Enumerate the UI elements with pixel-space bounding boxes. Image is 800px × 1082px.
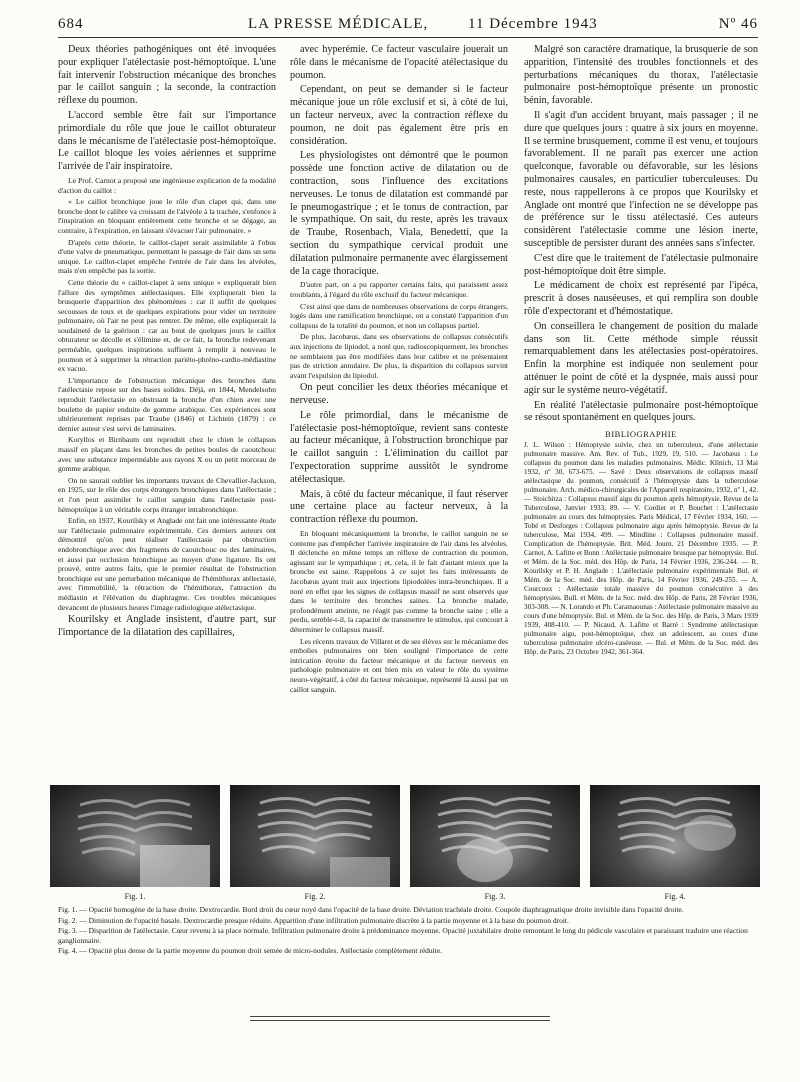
paragraph: Le médicament de choix est représenté par l'ipéca, prescrit à doses nauséeuses, et qui remplira son double rôle d'expectorant et d'hémostatique. [524,280,758,317]
paragraph: De plus, Jacobæus, dans ses observations de collapsus consécutifs aux injections de lipiodol, a noté que, radioscopiquement, les bronches ne semblaient pas être modifiées dans leur calibre et ne présentaient pas de striction annulaire. De plus, la disparition du collapsus survint avant l'expulsion du lipiodol. [290,332,508,380]
paragraph: Le Prof. Carnot a proposé une ingénieuse explication de la modalité d'action du caillot : [58,175,276,195]
column-3 [524,44,758,779]
footer-rule [250,1016,550,1017]
paragraph: On conseillera le changement de position du malade dans son lit. Cette méthode simple réussit remarquablement dans les atélectasies post-opératoires. Enfin la morphine est indiquée non seulement pour atténuer le point de côté et la dyspnée, mais aussi pour agir sur le système neuro-végétatif. [524,320,758,396]
xray-figure-1 [50,785,220,887]
figure-caption: Fig. 1. — Opacité homogène de la base droite. Dextrocardie. Bord droit du cœur noyé dans l'opacité de la base droite. Déviation trachéale droite. Coupole diaphragmatique droite invisible dans l'opacité droite. [58,905,684,914]
paragraph: C'est dire que le traitement de l'atélectasie pulmonaire post-hémoptoïque doit être simple. [524,252,758,277]
figure-caption: Fig. 3. — Disparition de l'atélectasie. Cœur revenu à sa place normale. Infiltration pulmonaire droite à prédominance moyenne. Opacité juxtahilaire droite remontant le long du pédicule vasculaire et paraissant traduire une réaction ganglionnaire. [58,926,748,945]
paragraph: Le rôle primordial, dans le mécanisme de l'atélectasie post-hémoptoïque, revient sans conteste au facteur mécanique, à l'obstruction bronchique par le caillot sanguin : L'élimination du caillot par l'expectoration supprime aussitôt le syndrome atélectasique. [290,409,508,485]
footer-rule [250,1020,550,1021]
paragraph: L'importance de l'obstruction mécanique des bronches dans l'atélectasie repose sur des bases solides. Déjà, en 1844, Mendelsohn reproduit l'atélectasie en obstruant la bronche d'un chien avec une boulette de papier enduite de gomme arabique. Ces expériences sont ultérieurement reprises par Traube (1846) et Lichtein (1879) : ce dernier auteur s'est servi de laminaires. [58,375,276,433]
paragraph: Cependant, on peut se demander si le facteur mécanique joue un rôle exclusif et si, à côté de lui, un facteur nerveux, avec la contraction réflexe du poumon, ne doit pas également être pris en considération. [290,84,508,147]
xray-figure-3 [410,785,580,887]
issue-date: 11 Décembre 1943 [468,16,598,32]
paragraph: Deux théories pathogéniques ont été invoquées pour expliquer l'atélectasie post-hémoptoïque. L'une fait intervenir l'obstruction mécanique des bronches par le caillot sanguin ; la seconde, la contraction réflexe du poumon. [58,44,276,107]
paragraph: En bloquant mécaniquement la bronche, le caillot sanguin ne se contente pas d'empêcher l'arrivée inspiratoire de l'air dans les alvéoles. Il déclenche en même temps un réflexe de contraction du poumon, agissant sur le sympathique ; et, cela, il le fait d'autant mieux que la bronche est saine. Rappelons à ce sujet les faits intéressants de Jacobæus ayant trait aux injections lipiodolées intra-bronchiques. Il a noté en effet que les signes de collapsus massif ne sont observés que dans le territoire des bronches saines. La bronche malade, profondément atteinte, ne réagit pas comme la bronche saine ; elle a perdu, semble-t-il, la capacité de transmettre le stimulus, qui concourt à déterminer le collapsus massif. [290,529,508,634]
figure-row [50,785,770,890]
paragraph: Kourilsky et Anglade insistent, d'autre part, sur l'importance de la dilatation des capillaires, [58,614,276,638]
paragraph: Koryllos et Birnbaum ont reproduit chez le chien le collapsus massif en plaçant dans les bronches de petites boules de caoutchouc avec une substance imperméable aux rayons X ou un petit morceau de gomme arabique. [58,435,276,474]
paragraph: Les physiologistes ont démontré que le poumon possède une fonction active de dilatation ou de contraction, sous l'influence des excitations nerveuses. Le tonus de dilatation est commandé par le pneumogastrique ; et le tonus de contraction, par le sympathique. On sait, du reste, après les travaux de Traube, Rosenbach, Viala, Benedetti, que la section du sympathique cervical produit une dilatation pulmonaire permanente avec élargissement de la cage thoracique. [290,150,508,277]
paragraph: Cette théorie du « caillot-clapet à sens unique » expliquerait bien l'allure des symptômes atélectasiques. Elle expliquerait bien la brusquerie d'apparition des phénomènes : car il suffit de quelques secousses de toux et de quelques expirations pour vider un territoire pulmonaire, où l'air ne peut pas rentrer. De même, elle expliquerait la soudaineté de la guérison : car au bout de quelques jours le caillot obturateur se décolle et s'élimine et, de ce fait, la bronche redevenant perméable, quelques inspirations suffisent à remplir à nouveau le poumon et à supprimer la rétraction pariéto-phréno-cardio-médiastine ex vacuo. [58,277,276,374]
journal-title: LA PRESSE MÉDICALE, [248,16,429,32]
page-header [58,16,758,38]
figure-labels [50,892,770,904]
paragraph: C'est ainsi que dans de nombreuses observations de corps étrangers, logés dans une ramification bronchique, on a constaté l'apparition d'un collapsus de la totalité du poumon, et non un collapsus partiel. [290,301,508,330]
paragraph: avec hyperémie. Ce facteur vasculaire jouerait un rôle dans le mécanisme de l'opacité atélectasique du poumon. [290,44,508,81]
figure-label: Fig. 4. [664,892,686,901]
paragraph: En réalité l'atélectasie pulmonaire post-hémoptoïque se résout spontanément en quelques jours. [524,399,758,424]
figure-caption: Fig. 2. — Diminution de l'opacité basale. Dextrocardie presque réduite. Apparition d'une infiltration pulmonaire discrète à la partie moyenne et à la base du poumon droit. [58,915,569,925]
xray-figure-2 [230,785,400,887]
xray-figure-4 [590,785,760,887]
paragraph: D'après cette théorie, le caillot-clapet serait assimilable à l'obus d'une valve de pneumatique, permettant le passage de l'air dans un sens unique. Le caillot-clapet empêche l'entrée de l'air dans les alvéoles, mais n'en empêche pas la sortie. [58,237,276,276]
paragraph: « Le caillot bronchique joue le rôle d'un clapet qui, dans une bronche dont le calibre va croissant de l'alvéole à la trachée, s'enfonce à l'inspiration en bloquant entièrement cette bronche et se dégage, au contraire, à l'expiration, en laissant s'évacuer l'air pulmonaire. » [58,197,276,235]
paragraph: Il s'agit d'un accident bruyant, mais passager ; il ne dure que quelques jours : quatre à six jours en moyenne. Il se termine brusquement, comme il est venu, et toujours favorablement. Il ne paraît pas exercer une action quelconque, favorable ou défavorable, sur les lésions pulmonaires causales, en particulier tuberculeuses. Du reste, nous rappellerons à ce propos que Kourilsky et Anglade ont montré que l'infection ne se développe pas de préférence sur le tissu atélectasié. Ces auteurs considèrent l'atélectasie comme une lésion inerte, susceptible de persister durant des années sans s'infecter. [524,109,758,249]
paragraph: Les récents travaux de Villaret et de ses élèves sur le mécanisme des embolies pulmonaires ont bien souligné l'importance de cette intrication étroite du facteur mécanique et du facteur nerveux en pathologie pulmonaire et ont bien mis en valeur le rôle du système neuro-végétatif, à côté du facteur mécanique, représenté là aussi par un caillot sanguin. [290,636,508,694]
paragraph: On peut concilier les deux théories mécanique et nerveuse. [290,382,508,407]
paragraph: D'autre part, on a pu rapporter certains faits, qui paraissent assez troublants, à l'égard du rôle exclusif du facteur mécanique. [290,280,508,299]
paragraph: Malgré son caractère dramatique, la brusquerie de son apparition, l'intensité des troubles fonctionnels et des perturbations mécaniques du thorax, l'atélectasie pulmonaire post-hémoptoïque présente un pronostic bénin, favorable. [524,44,758,107]
column-2 [290,44,508,779]
paragraph: Enfin, en 1937, Kourilsky et Anglade ont fait une intéressante étude sur l'atélectasie pulmonaire expérimentale. Ces derniers auteurs ont démontré qu'on peut réaliser l'atélectasie par obstruction endobronchique avec des fragments de caoutchouc ou des laminaires, et aussi par occlusion bronchique au moyen d'une ligature. Ils ont prouvé, entre autres faits, que le premier résultat de l'obstruction bronchique est une perturbation mécanique de l'hémithorax atélectasié, avec l'immobilité, la rétraction de l'hémithorax, l'attraction du médiastin et l'élévation du diaphragme. Ces troubles mécaniques devancent de plusieurs heures l'image radiologique atélectasique. [58,516,276,612]
bibliography-heading: BIBLIOGRAPHIE [605,429,677,440]
column-1 [58,44,276,779]
figure-label: Fig. 3. [484,892,506,901]
paragraph: Mais, à côté du facteur mécanique, il faut réserver une certaine place au facteur nerveux, à la contraction réflexe du poumon. [290,488,508,526]
issue-number: Nº 46 [718,16,758,32]
figure-label: Fig. 2. [304,892,326,901]
figure-caption: Fig. 4. — Opacité plus dense de la partie moyenne du poumon droit semée de micro-nodules. Atélectasie complètement réduite. [58,946,443,955]
paragraph: On ne saurait oublier les importants travaux de Chevallier-Jackson, en 1925, sur le rôle des corps étrangers bronchiques dans l'atélectasie ; et l'on peut assimiler le caillot sanguin dans l'atélectasie post-hémoptoïque à un véritable corps étranger intrabronchique. [58,475,276,514]
header-rule [58,37,758,38]
figure-label: Fig. 1. [124,892,146,901]
paragraph: L'accord semble être fait sur l'importance primordiale du rôle que joue le caillot obturateur dans le mécanisme de l'atélectasie post-hémoptoïque. Le caillot bloque les voies aériennes et supprime l'arrivée de l'air inspiratoire. [58,109,276,173]
bibliography-text: J. L. Wilson : Hémoptysie suivie, chez un tuberculeux, d'une atélectasie pulmonaire massive. Am. Rev. of Tub., 1929, 19, 510. — Jacobæus : Le collapsus du poumon dans les maladies pulmonaires. Médic. Klinich, 13 Mai 1932, nº 30, 673-675. — Savé : Deux observations de collapsus massif atélectasique du poumon, consécutif à l'hémoptysie dans la tuberculose pulmonaire. Arch. médico-chirurgicales de l'Appareil respiratoire, 1932, nº 1, 42. — Stoichitza : Collapsus massif aigu du poumon après hémoptysie. Revue de la Tuberculose, Janvier 1933, 89. — V. Cordier et P. Bouchet : L'atélectasie pulmonaire au cours des hémoptysies. Paris Médical, 17 Février 1934, 160. — Tobé et Desforges : Collapsus pulmonaire aigu après hémoptysie. Revue de la tuberculose, Mai 1934, 499. — Mindline : Collapsus pulmonaire massif. Complication de l'hémoptysie. Brit. Méd. Journ. 21 Décembre 1935. — P. Carnot, A. Lafitte et Bonn : Atélectasie pulmonaire brusque par hémoptysie. Bul. et Mém. de la Soc. méd. des Hôp. de Paris, 14 Février 1936, 236-244. — R. Kourilsky et P. H. Anglade : L'atélectasie pulmonaire expérimentale Bul. et Mém. de la Soc. méd. des Hôp. de Paris, 14 Février 1936, 249-255. — A. Courcoux : Atélectasie totale massive du poumon consécutive à des hémoptysies. Bull. et Mém. de la Soc. méd. des Hôp. de Paris, 28 Février 1936, 303-308. — N. Lorando et Ph. Caramaounas : Atélectasie pulmonaire massive au cours d'une hémoptysie. Bul. et Mém. de la Soc. des Hôp. de Paris, 3 Mars 1939 1939, 408-410. — P. Nicaud, A. Lafitte et Barré : Syndrome atélectasique pulmonaire aigu, post-hémoptoïque, chez un adolescent, au cours d'une tuberculose pulmonaire ulcéro-caséeuse. — Bul. et Mém. de la Soc. méd. des Hôp. de Paris, 23 Octobre 1942, 361-364. [524,441,758,657]
figure-captions [58,905,758,957]
page-number: 684 [58,16,84,32]
